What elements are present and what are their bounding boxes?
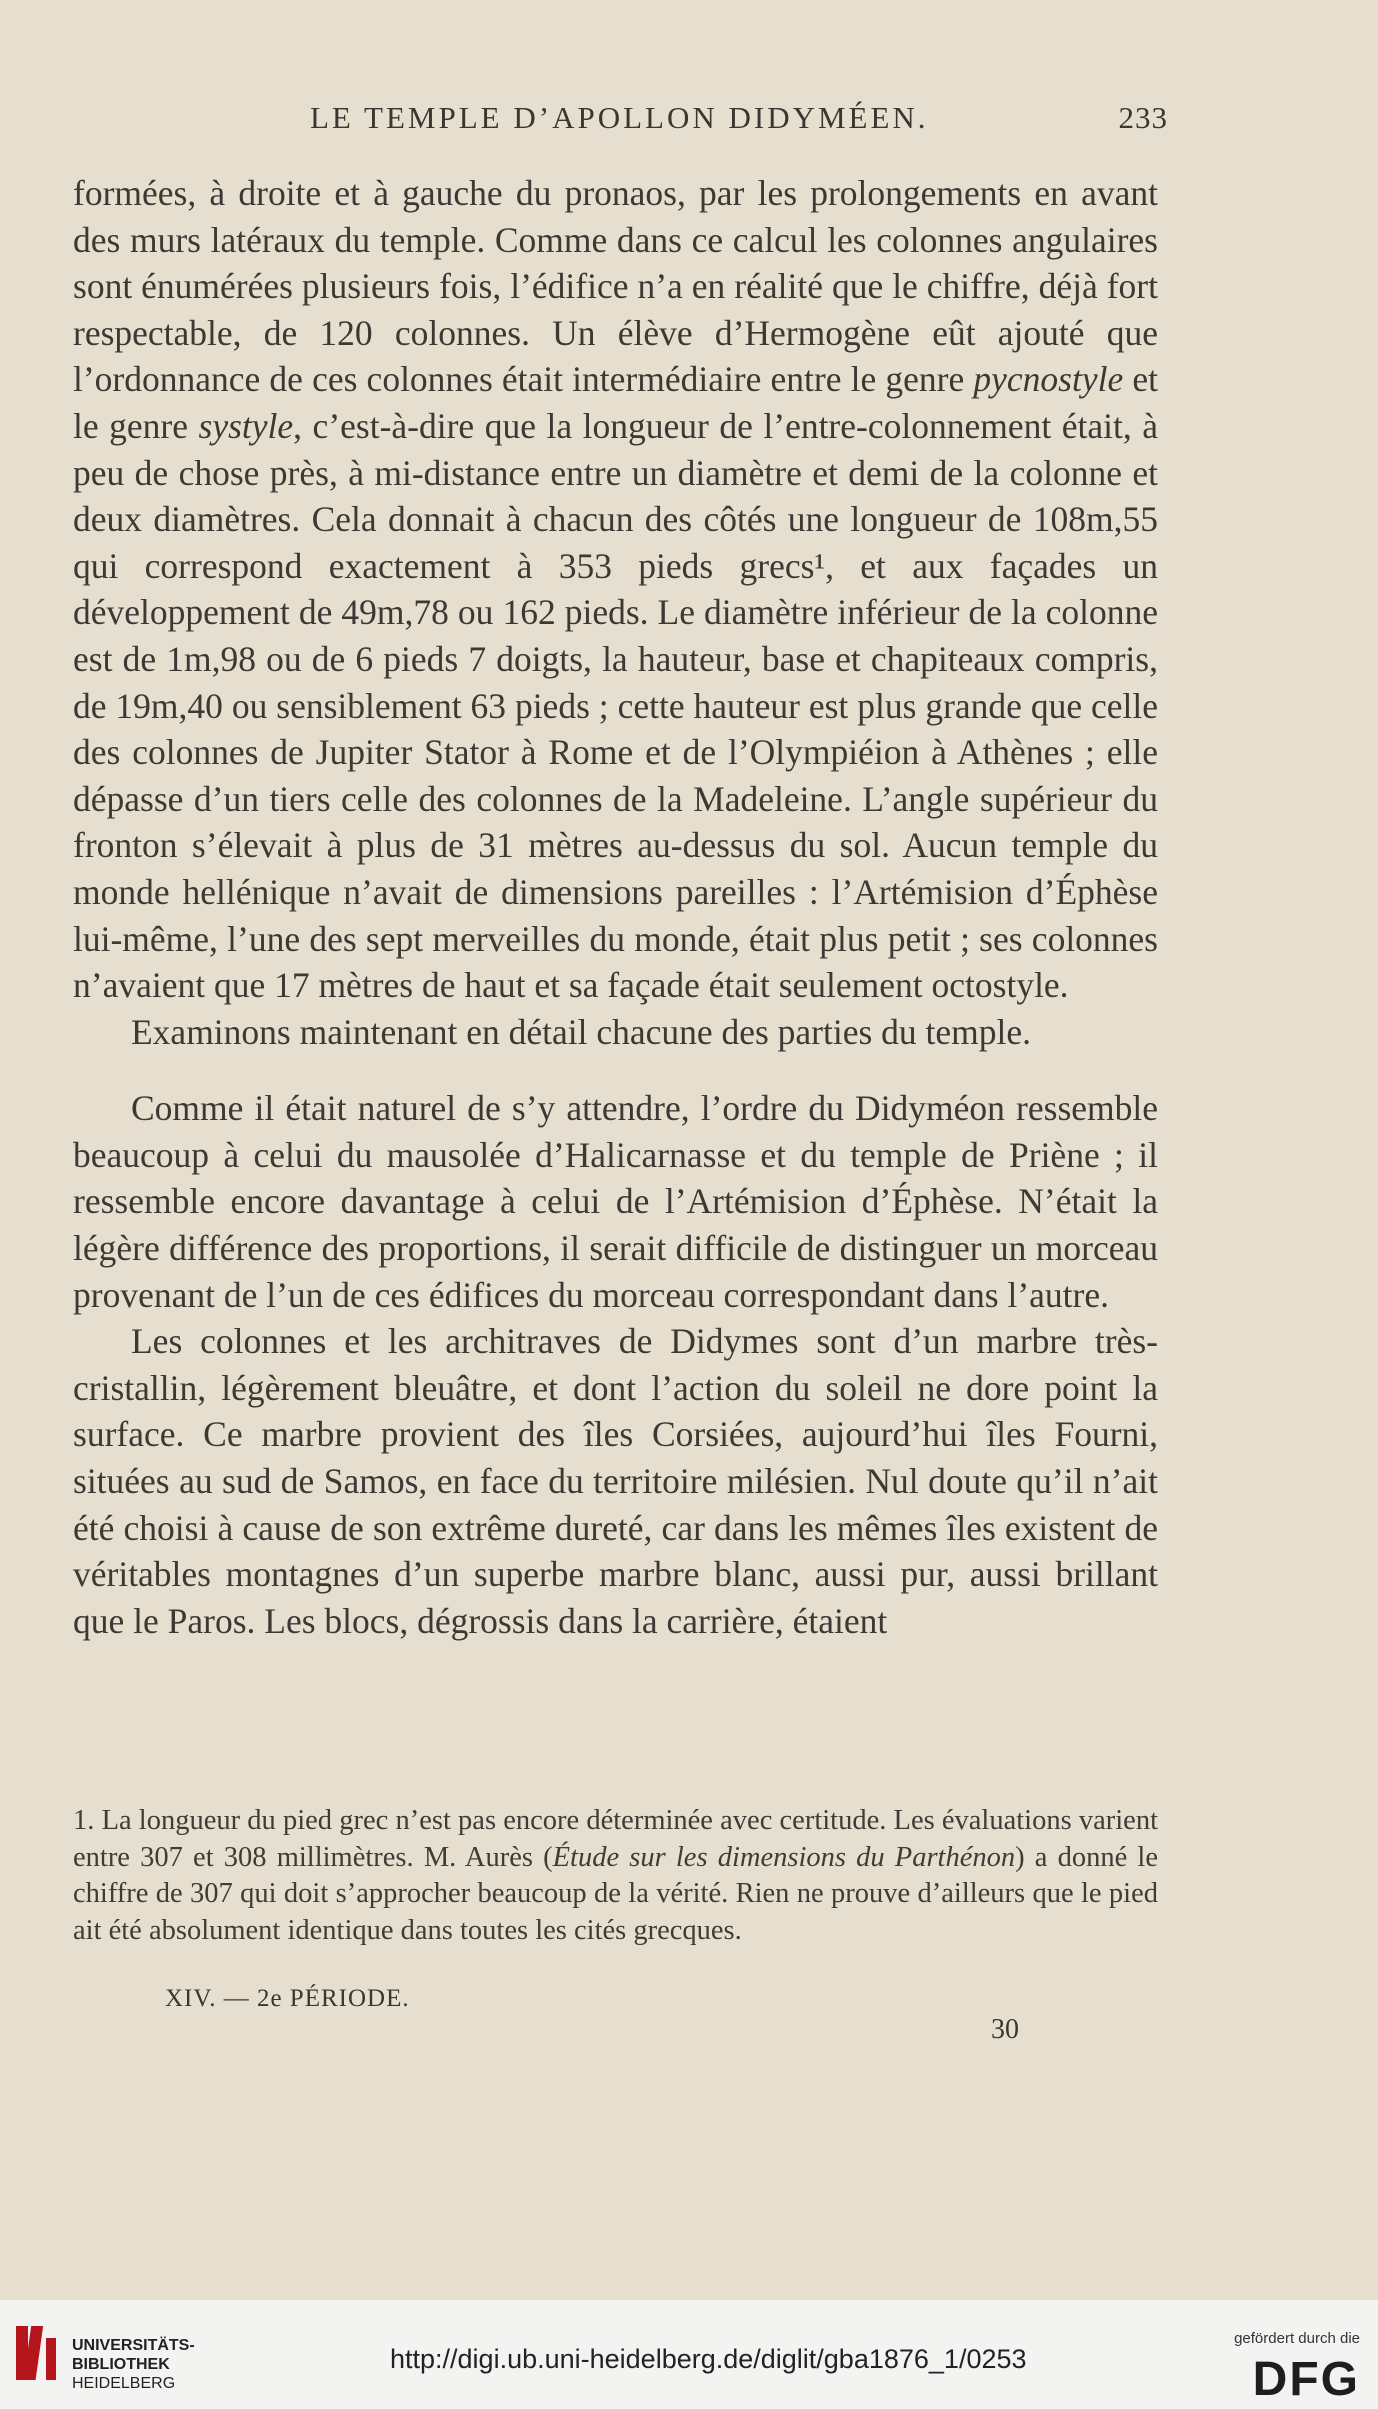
footnote: 1. La longueur du pied grec n’est pas encore déterminée avec certitude. Les évaluations varient entre 307 et 308 millimètres. M. Aurès (Étude sur les dimensions du Parthénon) a donné le chiffre de 307 qui doit s’approcher beaucoup de la vérité. Rien ne prouve d’ailleurs que le pied ait été absolument identique dans toutes les cités grecques.: [73, 1805, 1158, 1946]
running-title: LE TEMPLE D’APOLLON DIDYMÉEN.: [310, 100, 929, 135]
permalink-url[interactable]: http://digi.ub.uni-heidelberg.de/diglit/gba1876_1/0253: [390, 2344, 1027, 2374]
term-pycnostyle: pycnostyle: [973, 359, 1124, 400]
paragraph-2: Examinons maintenant en détail chacune des parties du temple.: [131, 1011, 1032, 1052]
funding-label: gefördert durch die: [1234, 2330, 1360, 2347]
page-number: 233: [1118, 100, 1168, 135]
paragraph-3: Comme il était naturel de s’y attendre, l’ordre du Didyméon ressemble beaucoup à celui du mausolée d’Halicarnasse et du temple de Priène ; il ressemble encore davantage à celui de l’Artémision d’Éphèse. N’était la légère différence des proportions, il serait difficile de distinguer un morceau provenant de l’un de ces édifices du morceau correspondant dans l’autre.: [73, 1088, 1158, 1315]
university-library-logo-icon: [14, 2320, 60, 2386]
paragraph-1: formées, à droite et à gauche du pronaos, par les prolongements en avant des murs latéraux du temple. Comme dans ce calcul les colonnes angulaires sont énumérées plusieurs fois, l’édifice n’a en réalité que le chiffre, déjà fort respectable, de 120 colonnes. Un élève d’Hermogène eût ajouté que l’ordonnance de ces colonnes était intermédiaire entre le genre pycnostyle et le genre systyle, c’est-à-dire que la longueur de l’entre-colonnement était, à peu de chose près, à mi-distance entre un diamètre et demi de la colonne et deux diamètres. Cela donnait à chacun des côtés une longueur de 108m,55 qui correspond exactement à 353 pieds grecs¹, et aux façades un développement de 49m,78 ou 162 pieds. Le diamètre inférieur de la colonne est de 1m,98 ou de 6 pieds 7 doigts, la hauteur, base et chapiteaux compris, de 19m,40 ou sensiblement 63 pieds ; cette hauteur est plus grande que celle des colonnes de Jupiter Stator à Rome et de l’Olympiéion à Athènes ; elle dépasse d’un tiers celle des colonnes de la Madeleine. L’angle supérieur du fronton s’élevait à plus de 31 mètres au-dessus du sol. Aucun temple du monde hellénique n’avait de dimensions pareilles : l’Artémision d’Éphèse lui-même, l’une des sept merveilles du monde, était plus petit ; ses colonnes n’avaient que 17 mètres de haut et sa façade était seulement octostyle.: [73, 173, 1159, 1006]
body-text: [73, 170, 1158, 1644]
paragraph-4: Les colonnes et les architraves de Didymes sont d’un marbre très-cristallin, légèrement bleuâtre, et dont l’action du soleil ne dore point la surface. Ce marbre provient des îles Corsiées, aujourd’hui îles Fourni, situées au sud de Samos, en face du territoire milésien. Nul doute qu’il n’ait été choisi à cause de son extrême dureté, car dans les mêmes îles existent de véritables montagnes d’un superbe marbre blanc, aussi pur, aussi brillant que le Paros. Les blocs, dégrossis dans la carrière, étaient: [73, 1321, 1158, 1641]
university-library-name: UNIVERSITÄTS- BIBLIOTHEK HEIDELBERG: [72, 2337, 195, 2392]
sheet-number: 30: [991, 2014, 1019, 2045]
signature-mark: XIV. — 2e PÉRIODE.: [165, 1985, 410, 2012]
dfg-logo: DFG: [1252, 2353, 1360, 2406]
footer-bar: [0, 2300, 1378, 2409]
footnote-title: Étude sur les dimensions du Parthénon: [552, 1841, 1016, 1873]
term-systyle: systyle: [198, 405, 294, 446]
